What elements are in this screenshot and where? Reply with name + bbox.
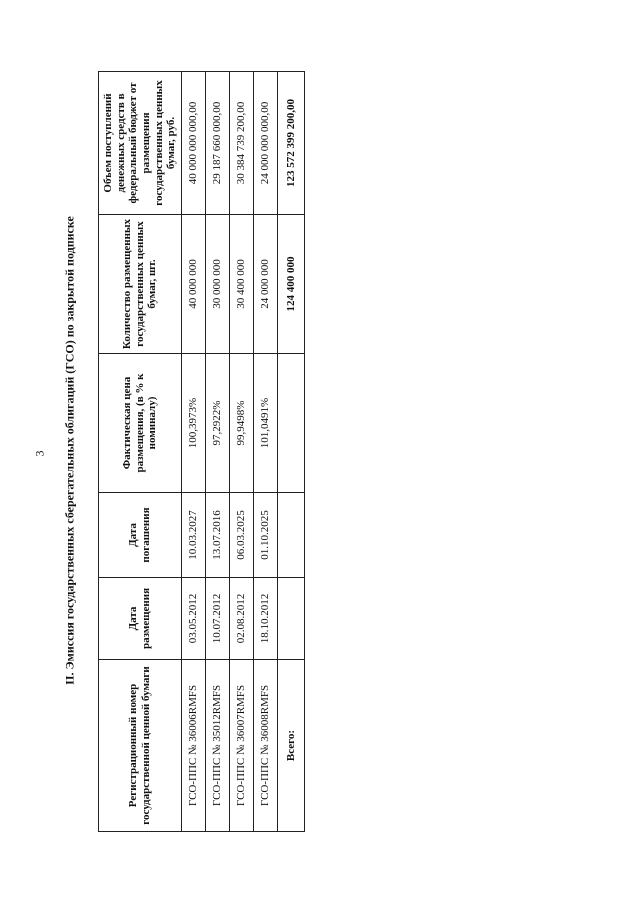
header-actual-price: Фактическая цена размещения, (в % к номиналу) <box>99 354 182 493</box>
total-amount: 123 572 399 200,00 <box>278 72 305 215</box>
cell-placement-date: 10.07.2012 <box>206 578 230 660</box>
cell-maturity-date: 10.03.2027 <box>182 493 206 578</box>
total-empty-cell <box>278 354 305 493</box>
header-maturity-date: Дата погашения <box>99 493 182 578</box>
cell-placement-date: 02.08.2012 <box>230 578 254 660</box>
header-budget-revenue: Объем поступлений денежных средств в федеральный бюджет от размещения государственных ценных бумаг, руб. <box>99 72 182 215</box>
cell-quantity: 40 000 000 <box>182 215 206 354</box>
header-placement-date: Дата размещения <box>99 578 182 660</box>
cell-quantity: 24 000 000 <box>254 215 278 354</box>
total-empty-cell <box>278 578 305 660</box>
cell-budget-revenue: 24 000 000 000,00 <box>254 72 278 215</box>
cell-budget-revenue: 40 000 000 000,00 <box>182 72 206 215</box>
cell-budget-revenue: 29 187 660 000,00 <box>206 72 230 215</box>
cell-budget-revenue: 30 384 739 200,00 <box>230 72 254 215</box>
cell-maturity-date: 01.10.2025 <box>254 493 278 578</box>
total-quantity: 124 400 000 <box>278 215 305 354</box>
cell-actual-price: 100,3973% <box>182 354 206 493</box>
cell-maturity-date: 13.07.2016 <box>206 493 230 578</box>
cell-placement-date: 18.10.2012 <box>254 578 278 660</box>
section-title: II. Эмиссия государственных сберегательных облигаций (ГСО) по закрытой подписке <box>62 216 77 685</box>
cell-registration-number: ГСО-ППС № 36008RMFS <box>254 660 278 832</box>
cell-actual-price: 101,0491% <box>254 354 278 493</box>
total-label: Всего: <box>278 660 305 832</box>
table-row <box>230 72 254 832</box>
cell-registration-number: ГСО-ППС № 36007RMFS <box>230 660 254 832</box>
emission-table <box>98 71 305 832</box>
cell-registration-number: ГСО-ППС № 36006RMFS <box>182 660 206 832</box>
cell-placement-date: 03.05.2012 <box>182 578 206 660</box>
emission-table-container <box>98 72 297 832</box>
table-header-row <box>99 72 182 832</box>
cell-actual-price: 99,9498% <box>230 354 254 493</box>
table-total-row <box>278 72 305 832</box>
header-registration-number: Регистрационный номер государственной ценной бумаги <box>99 660 182 832</box>
cell-registration-number: ГСО-ППС № 35012RMFS <box>206 660 230 832</box>
total-empty-cell <box>278 493 305 578</box>
cell-quantity: 30 000 000 <box>206 215 230 354</box>
table-row <box>254 72 278 832</box>
table-row <box>182 72 206 832</box>
cell-actual-price: 97,2922% <box>206 354 230 493</box>
cell-maturity-date: 06.03.2025 <box>230 493 254 578</box>
cell-quantity: 30 400 000 <box>230 215 254 354</box>
table-row <box>206 72 230 832</box>
header-quantity: Количество размещенных государственных ценных бумаг, шт. <box>99 215 182 354</box>
page-number: 3 <box>32 450 47 457</box>
